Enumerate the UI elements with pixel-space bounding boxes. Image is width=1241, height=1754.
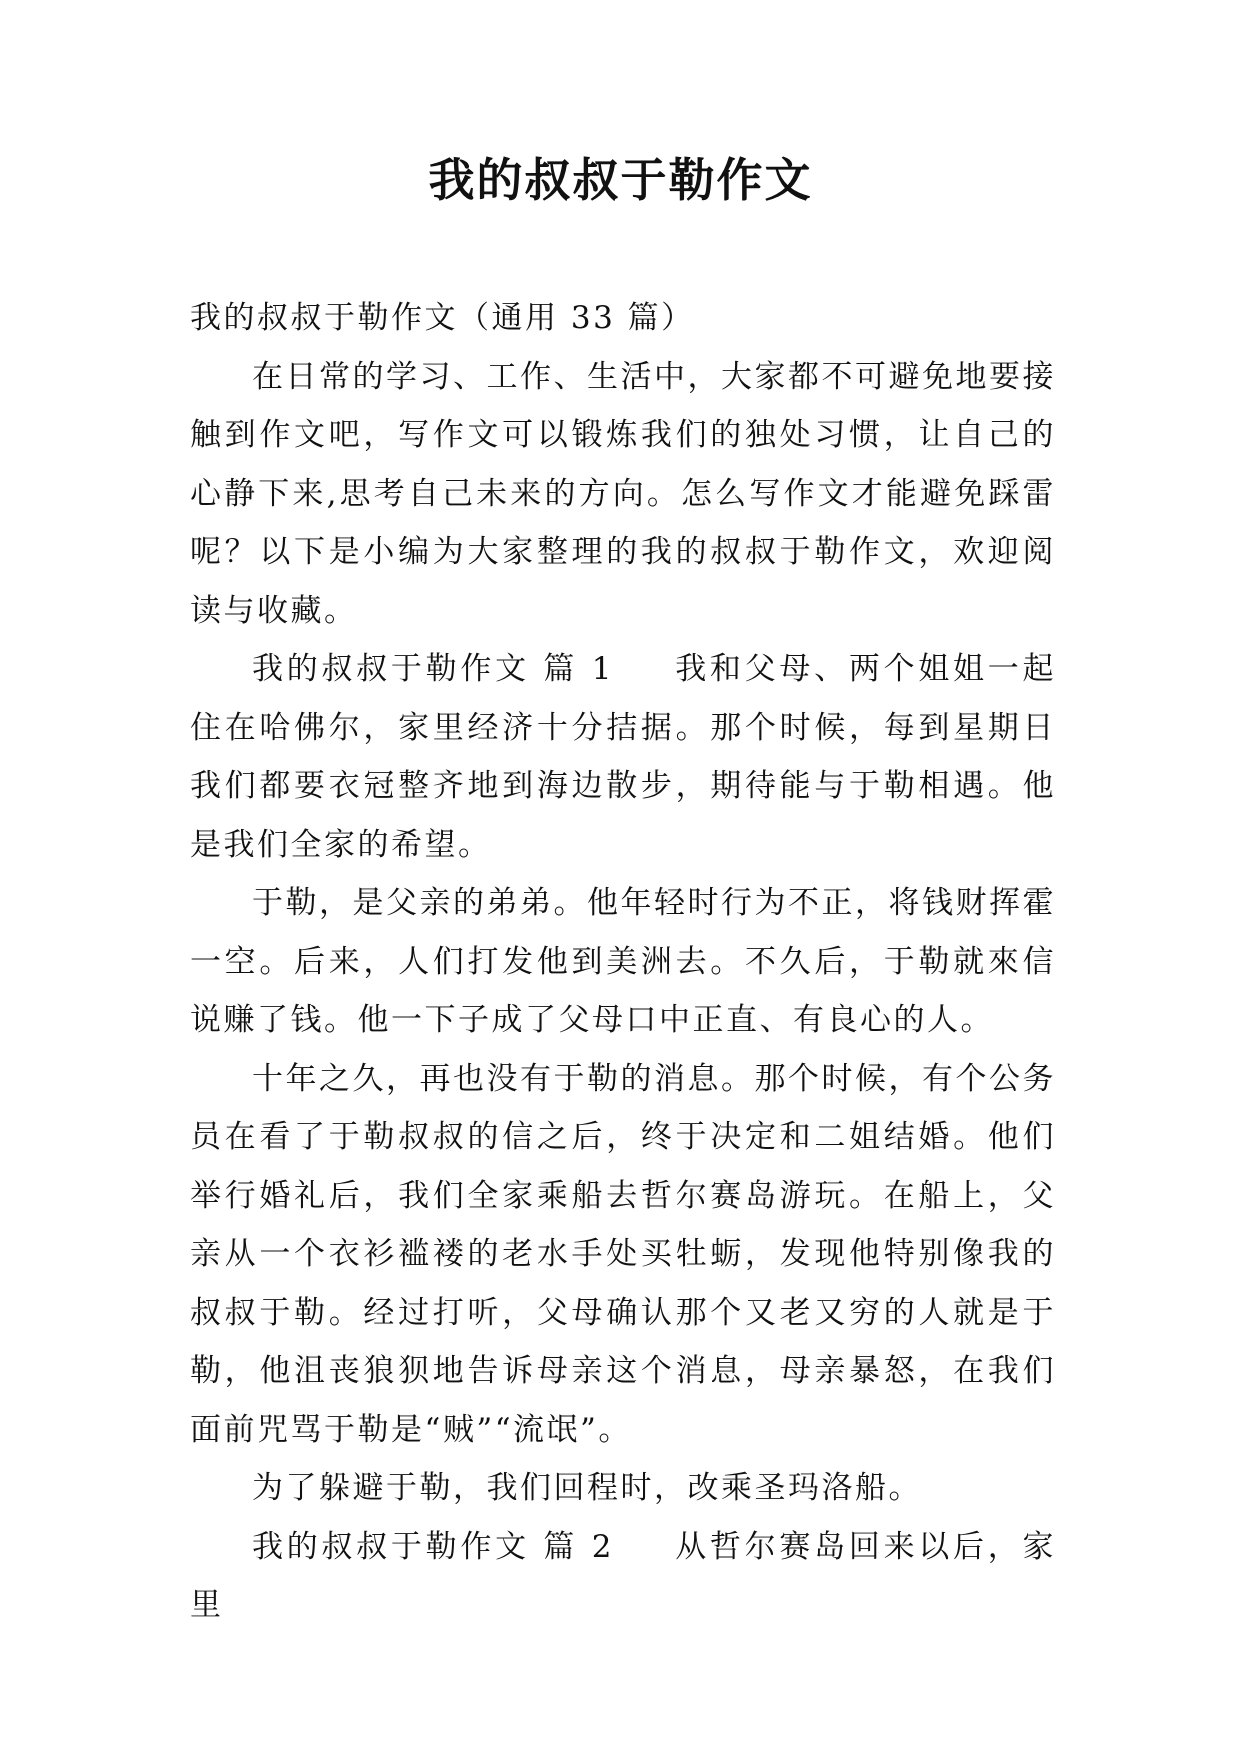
section-1-paragraph-3: 十年之久，再也没有于勒的消息。那个时候，有个公务员在看了于勒叔叔的信之后，终于决定和二姐结婚。他们举行婚礼后，我们全家乘船去哲尔赛岛游玩。在船上，父亲从一个衣衫褴褛的老水手处买牡蛎，发现他特别像我的叔叔于勒。经过打听，父母确认那个又老又穷的人就是于勒，他沮丧狼狈地告诉母亲这个消息，母亲暴怒，在我们面前咒骂于勒是“贼”“流氓”。 xyxy=(190,1060,1056,1448)
section-2-text-1: 从哲尔赛岛回来以后，家里 xyxy=(190,1528,1056,1623)
document-title: 我的叔叔于勒作文 xyxy=(428,153,813,207)
document-subtitle: 我的叔叔于勒作文（通用 33 篇） xyxy=(190,300,695,336)
section-1-text-1: 我和父母、两个姐姐一起住在哈佛尔，家里经济十分拮据。那个时候，每到星期日我们都要衣冠整齐地到海边散步，期待能与于勒相遇。他是我们全家的希望。 xyxy=(190,651,1056,863)
intro-paragraph: 在日常的学习、工作、生活中，大家都不可避免地要接触到作文吧，写作文可以锻炼我们的独处习惯，让自己的心静下来,思考自己未来的方向。怎么写作文才能避免踩雷呢？以下是小编为大家整理的我的叔叔于勒作文，欢迎阅读与收藏。 xyxy=(190,358,1056,629)
section-1-paragraph-1 xyxy=(190,640,1056,874)
document-body xyxy=(190,289,1056,1635)
section-2-paragraph-1 xyxy=(190,1518,1056,1635)
section-2-heading: 我的叔叔于勒作文 篇 2 xyxy=(252,1528,614,1565)
section-1-paragraph-2: 于勒，是父亲的弟弟。他年轻时行为不正，将钱财挥霍一空。后来，人们打发他到美洲去。不久后，于勒就來信说赚了钱。他一下子成了父母口中正直、有良心的人。 xyxy=(190,885,1056,1038)
section-1-paragraph-4: 为了躲避于勒，我们回程时，改乘圣玛洛船。 xyxy=(252,1470,922,1506)
section-1-heading: 我的叔叔于勒作文 篇 1 xyxy=(252,651,614,687)
